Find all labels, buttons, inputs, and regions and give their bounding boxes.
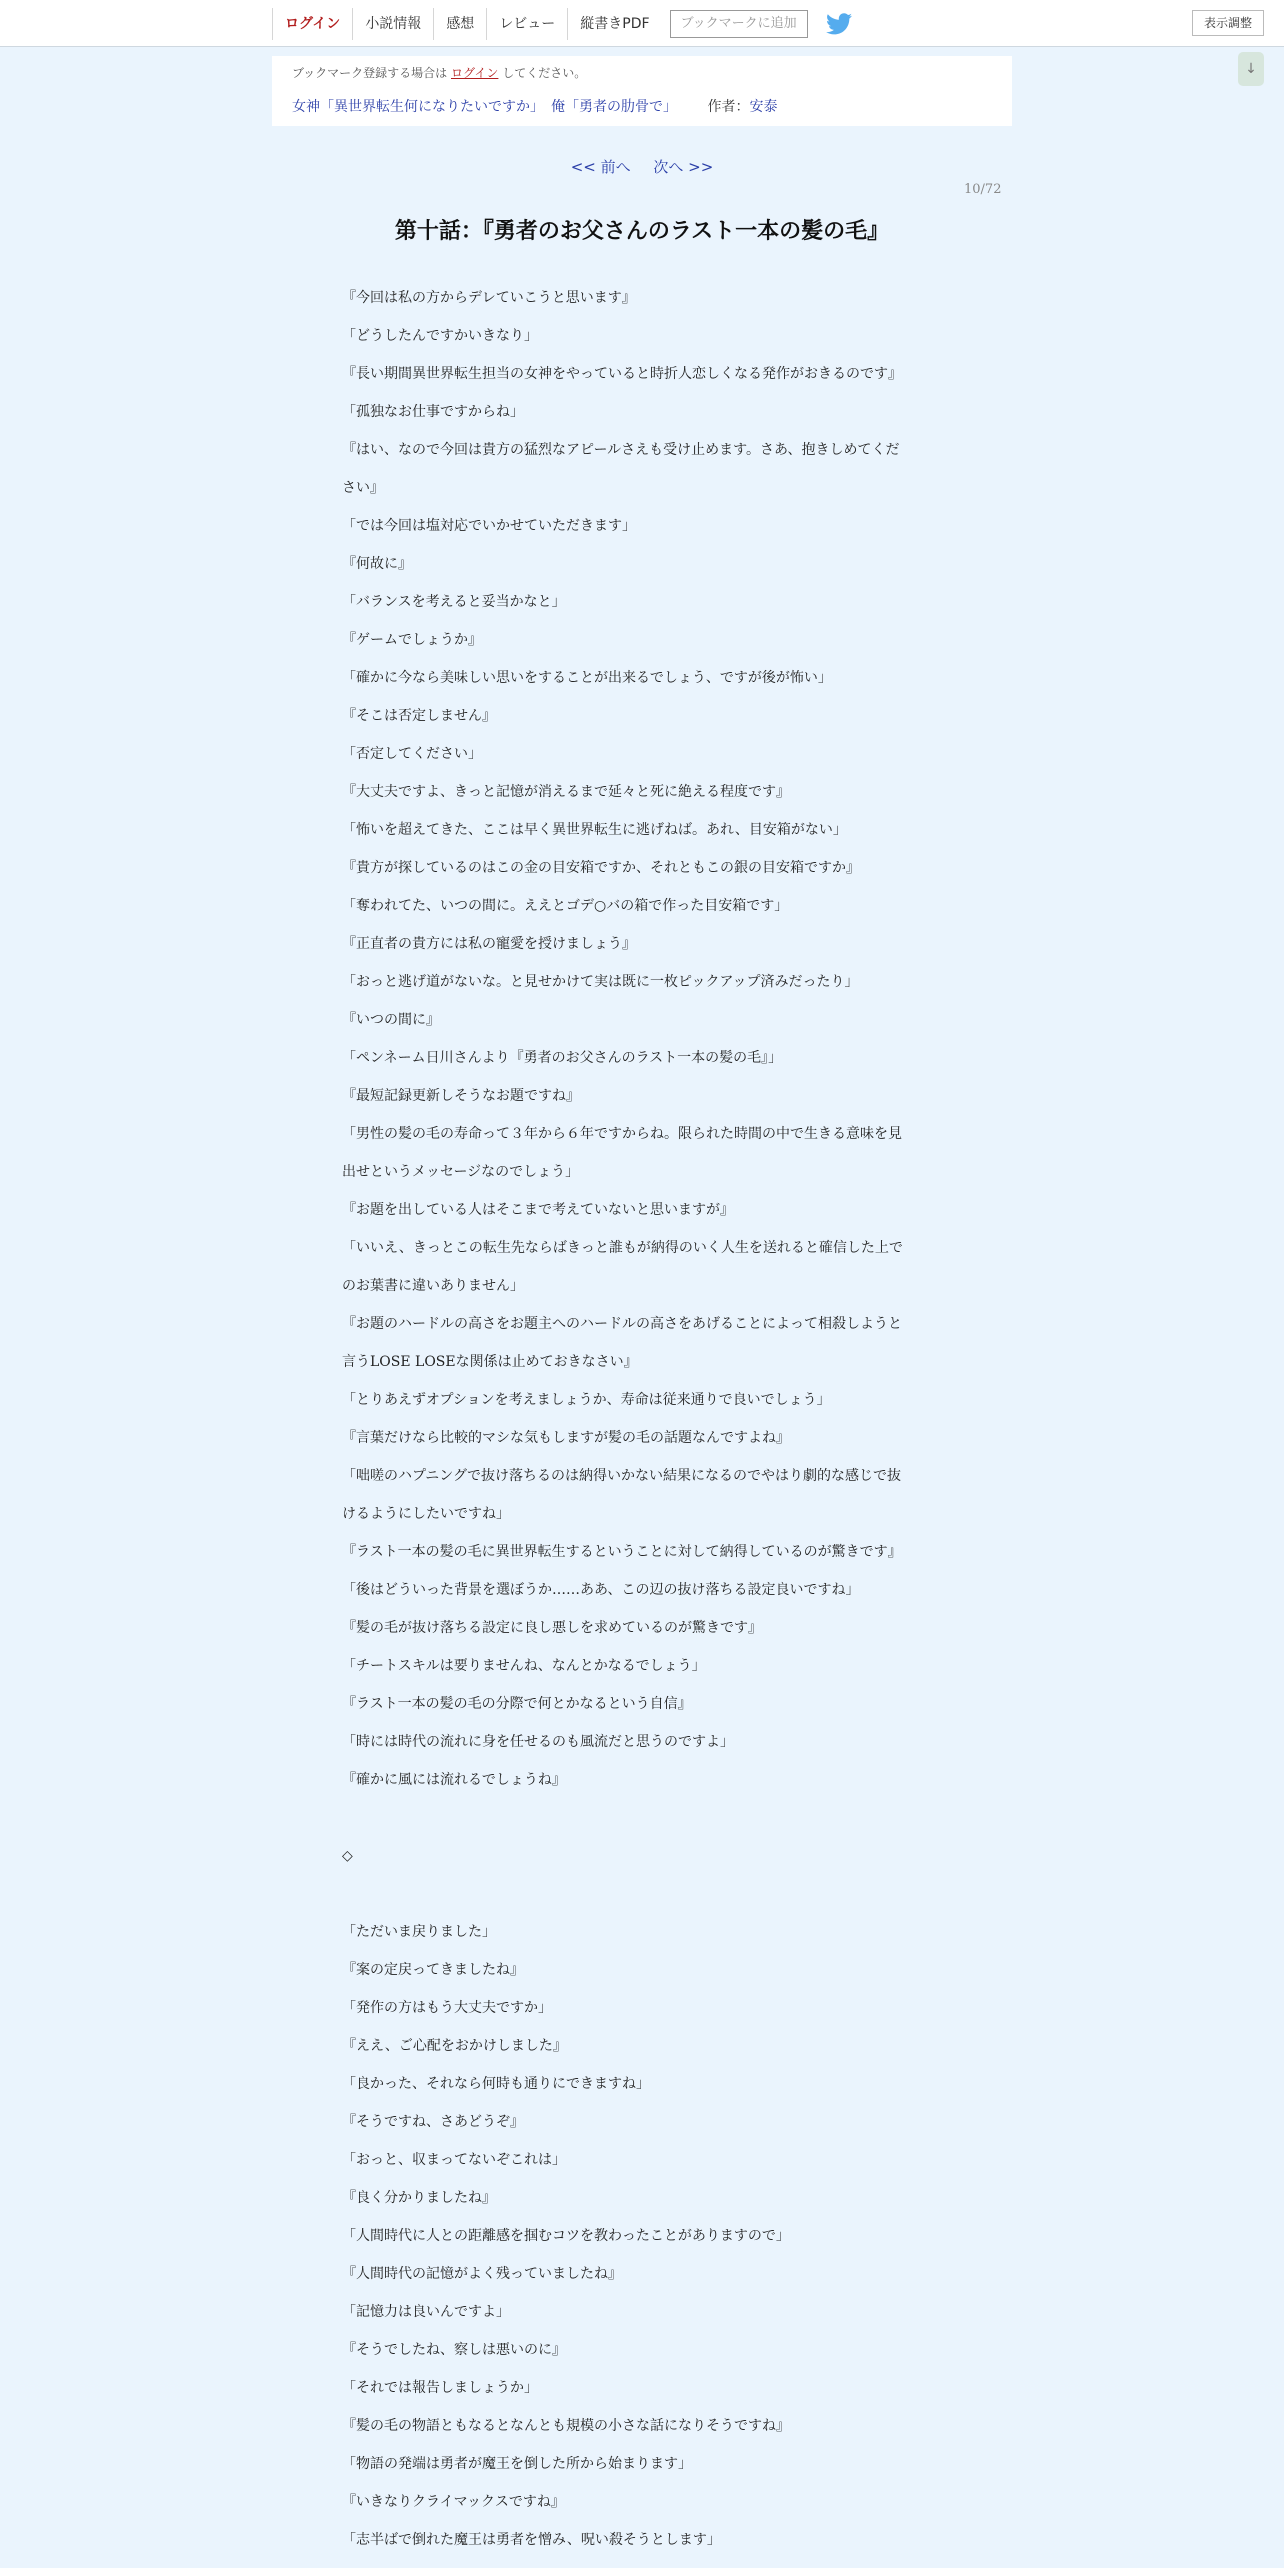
twitter-bird-icon[interactable] [826,13,852,35]
chapter-title: 第十話：『勇者のお父さんのラスト一本の髪の毛』 [394,219,890,244]
novel-body [342,279,942,2559]
novel-line: 『最短記録更新しそうなお題ですね』 [342,1088,580,1104]
novel-line: 『はい、なので今回は貴方の猛烈なアピールさえも受け止めます。さあ、抱きしめてくだ [342,442,900,458]
novel-line: 『貴方が探しているのはこの金の目安箱ですか、それともこの銀の目安箱ですか』 [342,860,860,876]
nav-login[interactable]: ログイン [272,8,352,40]
nav-novel-info[interactable]: 小説情報 [352,8,433,40]
top-nav-bar [0,0,1284,47]
novel-line: 「後はどういった背景を選ぼうか……ああ、この辺の抜け落ちる設定良いですね」 [342,1582,860,1598]
add-bookmark-button[interactable]: ブックマークに追加 [670,10,808,38]
display-settings-button[interactable]: 表示調整 [1192,10,1264,36]
novel-line: 『人間時代の記憶がよく残っていましたね』 [342,2266,622,2282]
main-nav [272,8,852,40]
novel-line: 『確かに風には流れるでしょうね』 [342,1772,566,1788]
series-title-link[interactable]: 女神「異世界転生何になりたいですか」 俺「勇者の肋骨で」 [292,99,677,115]
novel-line: 「それでは報告しましょうか」 [342,2380,538,2396]
novel-line: 言うLOSE LOSEな関係は止めておきなさい』 [342,1354,638,1370]
novel-line: 「どうしたんですかいきなり」 [342,328,538,344]
author-link[interactable]: 安泰 [749,99,778,115]
novel-line: 「孤独なお仕事ですからね」 [342,404,524,420]
novel-line: 『正直者の貴方には私の寵愛を授けましょう』 [342,936,636,952]
novel-line: 「ペンネーム日川さんより『勇者のお父さんのラスト一本の髪の毛』」 [342,1050,783,1066]
prev-page-link[interactable]: << 前へ [570,158,631,176]
novel-line: 「良かった、それなら何時も通りにできますね」 [342,2076,650,2092]
novel-line: 『長い期間異世界転生担当の女神をやっていると時折人恋しくなる発作がおきるのです』 [342,366,902,382]
novel-line: 『良く分かりましたね』 [342,2190,496,2206]
novel-line [342,1875,942,1913]
nav-impressions[interactable]: 感想 [433,8,486,40]
novel-line: 「ただいま戻りました」 [342,1924,496,1940]
novel-line: 『案の定戻ってきましたね』 [342,1962,524,1978]
bookmark-notice-suffix: してください。 [502,66,587,80]
novel-line: 『髪の毛が抜け落ちる設定に良し悪しを求めているのが驚きです』 [342,1620,762,1636]
nav-review[interactable]: レビュー [486,8,567,40]
novel-line: 『ラスト一本の髪の毛に異世界転生するということに対して納得しているのが驚きです』 [342,1544,902,1560]
novel-line: 『いきなりクライマックスですね』 [342,2494,565,2510]
novel-line: 「奪われてた、いつの間に。ええとゴデ○バの箱で作った目安箱です」 [342,898,789,914]
novel-line: 「チートスキルは要りませんね、なんとかなるでしょう」 [342,1658,706,1674]
novel-line: 出せというメッセージなのでしょう」 [342,1164,580,1180]
novel-line: 「人間時代に人との距離感を掴むコツを教わったことがありますので」 [342,2228,790,2244]
novel-line: 「物語の発端は勇者が魔王を倒した所から始まります」 [342,2456,692,2472]
next-page-link[interactable]: 次へ >> [653,158,714,176]
novel-line: 「おっと逃げ道がないな。と見せかけて実は既に一枚ピックアップ済みだったり」 [342,974,859,990]
novel-line: 「怖いを超えてきた、ここは早く異世界転生に逃げねば。あれ、目安箱がない」 [342,822,847,838]
novel-line: 『今回は私の方からデレていこうと思います』 [342,290,636,306]
nav-vertical-pdf[interactable]: 縦書きPDF [567,8,661,40]
novel-line: 『髪の毛の物語ともなるとなんとも規模の小さな話になりそうですね』 [342,2418,790,2434]
novel-line [342,1799,942,1837]
page-number: 10/72 [964,182,1002,197]
novel-line: さい』 [342,480,384,496]
series-line [292,96,777,116]
novel-line: 『言葉だけなら比較的マシな気もしますが髪の毛の話題なんですよね』 [342,1430,790,1446]
novel-line: 「では今回は塩対応でいかせていただきます」 [342,518,636,534]
novel-line: 『いつの間に』 [342,1012,440,1028]
novel-line: 『お題を出している人はそこまで考えていないと思いますが』 [342,1202,734,1218]
novel-line: 『そうでしたね、察しは悪いのに』 [342,2342,566,2358]
login-link[interactable]: ログイン [451,66,499,80]
novel-line: 「咄嗟のハプニングで抜け落ちるのは納得いかない結果になるのでやはり劇的な感じで抜 [342,1468,902,1484]
novel-line: 『何故に』 [342,556,412,572]
novel-line: 「バランスを考えると妥当かなと」 [342,594,566,610]
bookmark-info-box [272,56,1012,126]
novel-line: のお葉書に違いありません」 [342,1278,524,1294]
scroll-down-button[interactable]: ↓ [1238,52,1264,86]
novel-line: 「男性の髪の毛の寿命って３年から６年ですからね。限られた時間の中で生きる意味を見 [342,1126,902,1142]
novel-line: 「時には時代の流れに身を任せるのも風流だと思うのですよ」 [342,1734,734,1750]
novel-line: 「いいえ、きっとこの転生先ならばきっと誰もが納得のいく人生を送れると確信した上で [342,1240,903,1256]
bookmark-notice [292,64,586,81]
novel-line: 「おっと、収まってないぞこれは」 [342,2152,566,2168]
novel-line: 「志半ばで倒れた魔王は勇者を憎み、呪い殺そうとします」 [342,2532,721,2548]
novel-line: 『お題のハードルの高さをお題主へのハードルの高さをあげることによって相殺しようと [342,1316,902,1332]
novel-line: 『そうですね、さあどうぞ』 [342,2114,524,2130]
novel-line: 『大丈夫ですよ、きっと記憶が消えるまで延々と死に絶える程度です』 [342,784,790,800]
novel-line: 「とりあえずオプションを考えましょうか、寿命は従来通りで良いでしょう」 [342,1392,831,1408]
novel-line: 『そこは否定しません』 [342,708,496,724]
novel-line: 「記憶力は良いんですよ」 [342,2304,510,2320]
author-label: 作者： [707,99,750,115]
bookmark-notice-prefix: ブックマーク登録する場合は [292,66,448,80]
novel-line: 『ゲームでしょうか』 [342,632,482,648]
novel-line: けるようにしたいですね」 [342,1506,510,1522]
novel-line: 「発作の方はもう大丈夫ですか」 [342,2000,552,2016]
novel-line: 『ラスト一本の髪の毛の分際で何とかなるという自信』 [342,1696,692,1712]
novel-line: ◇ [342,1848,353,1864]
novel-line: 「否定してください」 [342,746,482,762]
novel-line: 『ええ、ご心配をおかけしました』 [342,2038,567,2054]
pager [0,156,1284,177]
novel-line: 「確かに今なら美味しい思いをすることが出来るでしょう、ですが後が怖い」 [342,670,832,686]
